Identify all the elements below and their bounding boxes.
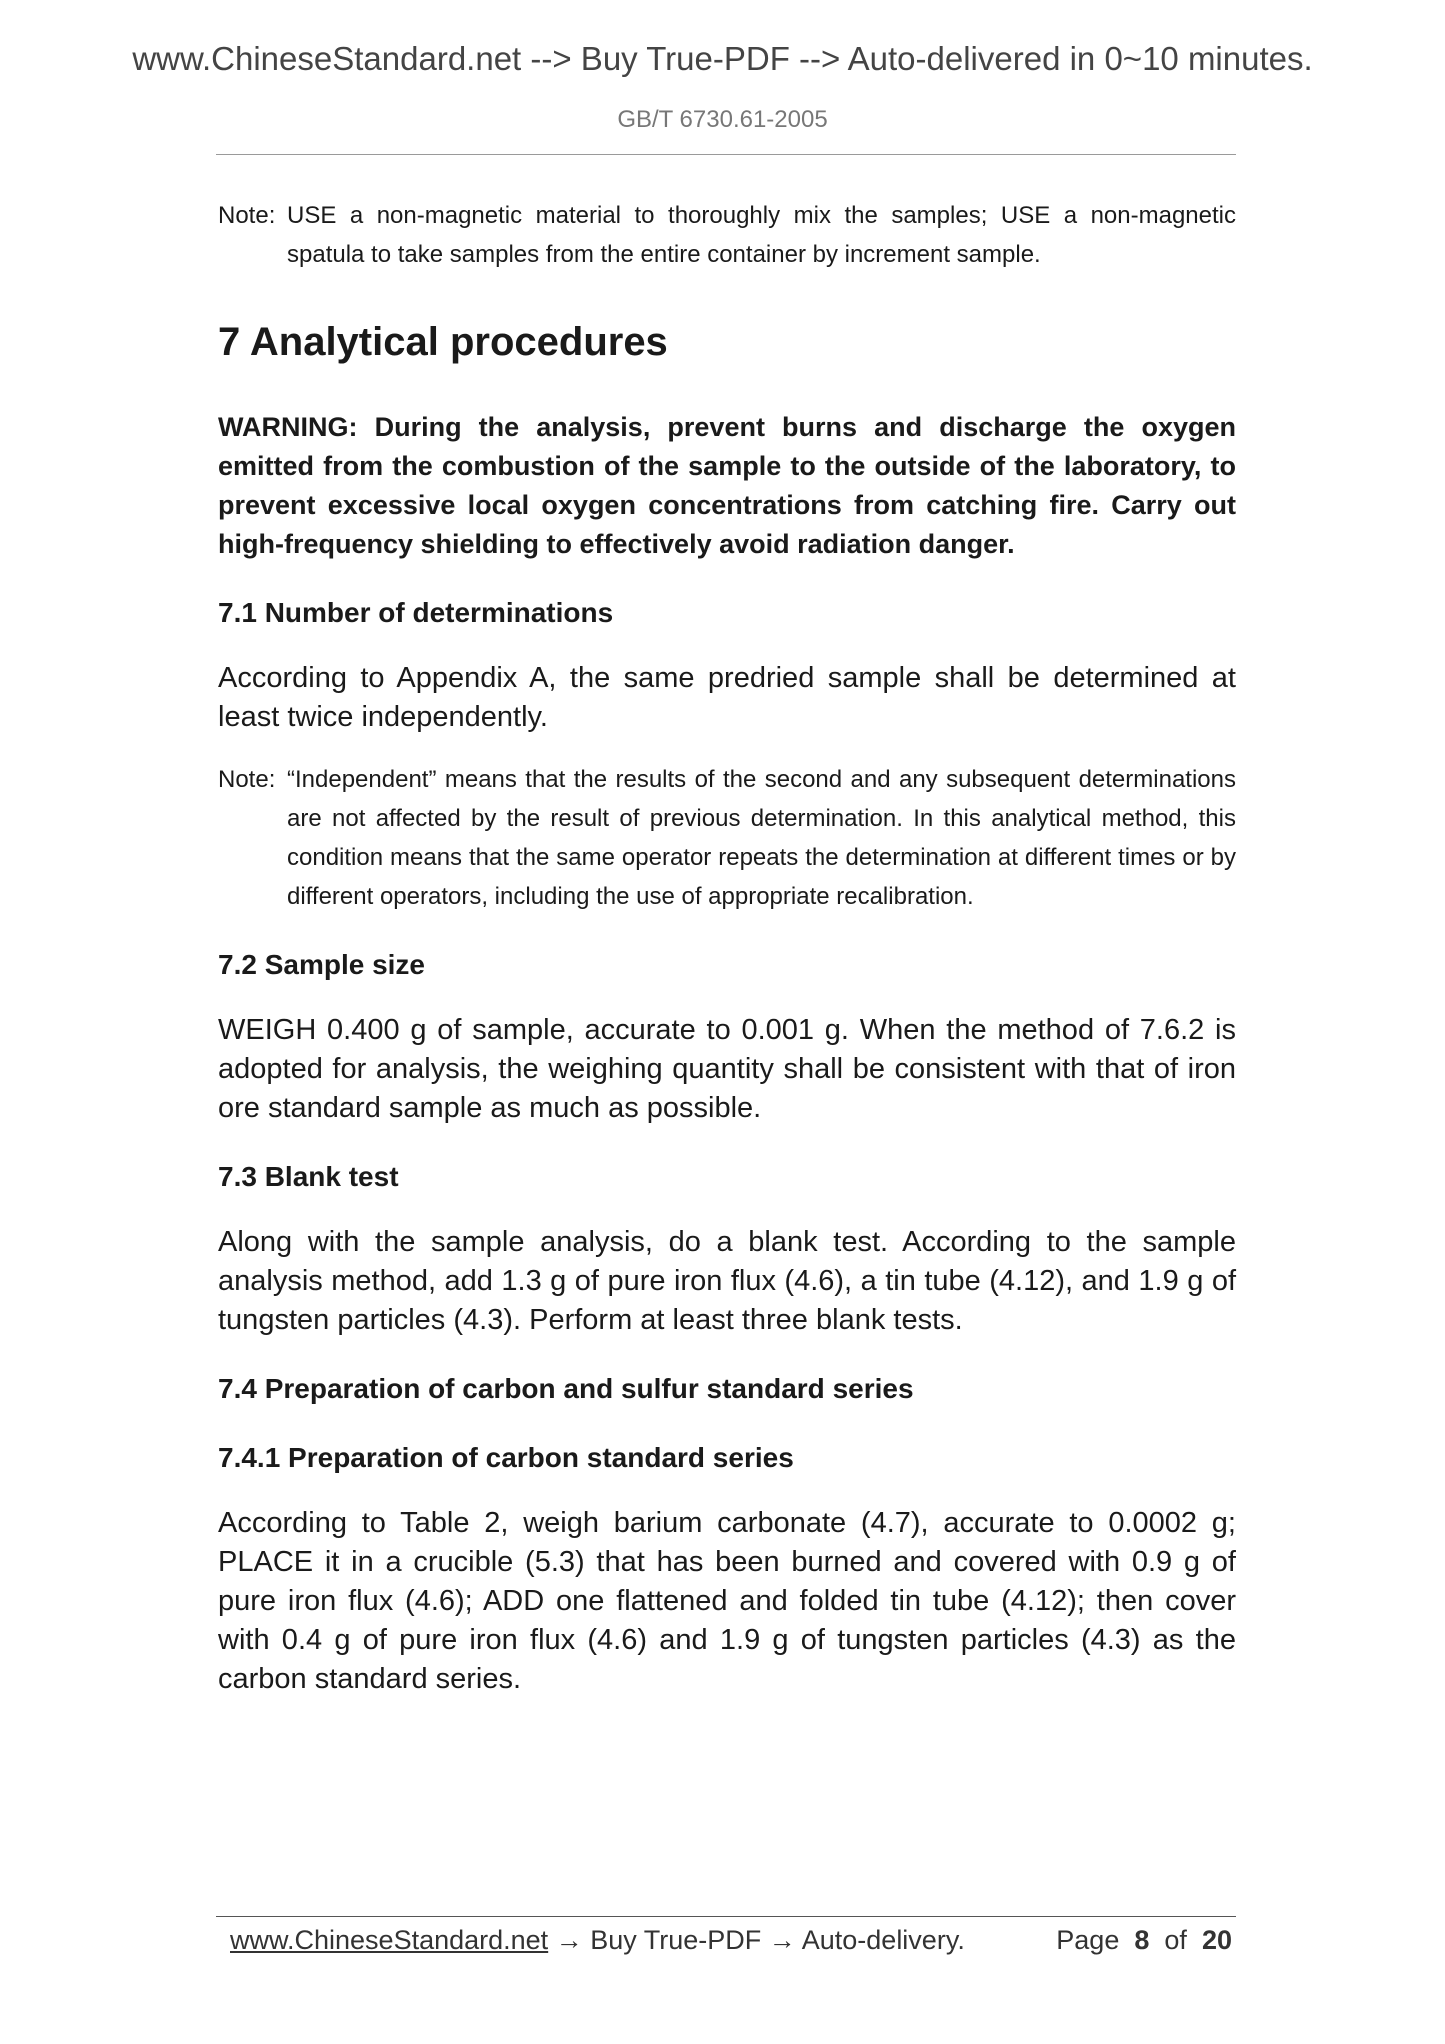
note-text: “Independent” means that the results of the second and any subsequent determinations are not affected by the result of previous determination. In this analytical method, this condition means that the same operator repeats the determination at different times or by different operators, including the use of appropriate recalibration. (287, 766, 1236, 910)
footer-site-link[interactable]: www.ChineseStandard.net (230, 1925, 549, 1955)
section-7-2-text: WEIGH 0.400 g of sample, accurate to 0.001 g. When the method of 7.6.2 is adopted for analysis, the weighing quantity shall be consistent with that of iron ore standard sample as much as possible. (218, 1014, 1236, 1124)
sampling-note (218, 196, 1236, 274)
section-7-3-text: Along with the sample analysis, do a blank test. According to the sample analysis method, add 1.3 g of pure iron flux (4.6), a tin tube (4.12), and 1.9 g of tungsten particles (4.3). Perform at least three blank tests. (218, 1226, 1236, 1336)
note-label: Note: (218, 202, 276, 229)
independent-note (218, 760, 1236, 916)
section-7-3-heading: 7.3 Blank test (218, 1161, 399, 1192)
page-indicator (1056, 1925, 1232, 1956)
footer-tagline: → Buy True-PDF → Auto-delivery. (548, 1925, 965, 1955)
section-7-4-heading: 7.4 Preparation of carbon and sulfur standard series (218, 1373, 914, 1404)
document-body (218, 196, 1236, 1699)
standard-code: GB/T 6730.61-2005 (617, 106, 828, 133)
site-banner: www.ChineseStandard.net --> Buy True-PDF --> Auto-delivered in 0~10 minutes. (132, 40, 1313, 77)
footer-divider (216, 1916, 1236, 1917)
section-7-heading: 7 Analytical procedures (218, 320, 668, 364)
section-7-1-text: According to Appendix A, the same predried sample shall be determined at least twice independently. (218, 662, 1236, 733)
page-number: 8 (1134, 1925, 1150, 1955)
warning-paragraph: WARNING: During the analysis, prevent burns and discharge the oxygen emitted from the combustion of the sample to the outside of the laboratory, to prevent excessive local oxygen concentrations from catching fire. Carry out high-frequency shielding to effectively avoid radiation danger. (218, 412, 1236, 559)
section-7-2-heading: 7.2 Sample size (218, 949, 426, 980)
total-pages: 20 (1201, 1925, 1232, 1955)
header-divider (216, 154, 1236, 155)
section-7-4-1-text: According to Table 2, weigh barium carbonate (4.7), accurate to 0.0002 g; PLACE it in a crucible (5.3) that has been burned and covered with 0.9 g of pure iron flux (4.6); ADD one flattened and folded tin tube (4.12); then cover with 0.4 g of pure iron flux (4.6) and 1.9 g of tungsten particles (4.3) as the carbon standard series. (218, 1507, 1236, 1695)
of-word: of (1164, 1925, 1187, 1955)
note-text: USE a non-magnetic material to thoroughly mix the samples; USE a non-magnetic spatula to take samples from the entire container by increment sample. (287, 202, 1236, 268)
page-word: Page (1056, 1925, 1120, 1955)
section-7-4-1-heading: 7.4.1 Preparation of carbon standard series (218, 1442, 794, 1473)
footer-promo (230, 1925, 965, 1956)
section-7-1-heading: 7.1 Number of determinations (218, 597, 614, 628)
note-label: Note: (218, 766, 276, 793)
